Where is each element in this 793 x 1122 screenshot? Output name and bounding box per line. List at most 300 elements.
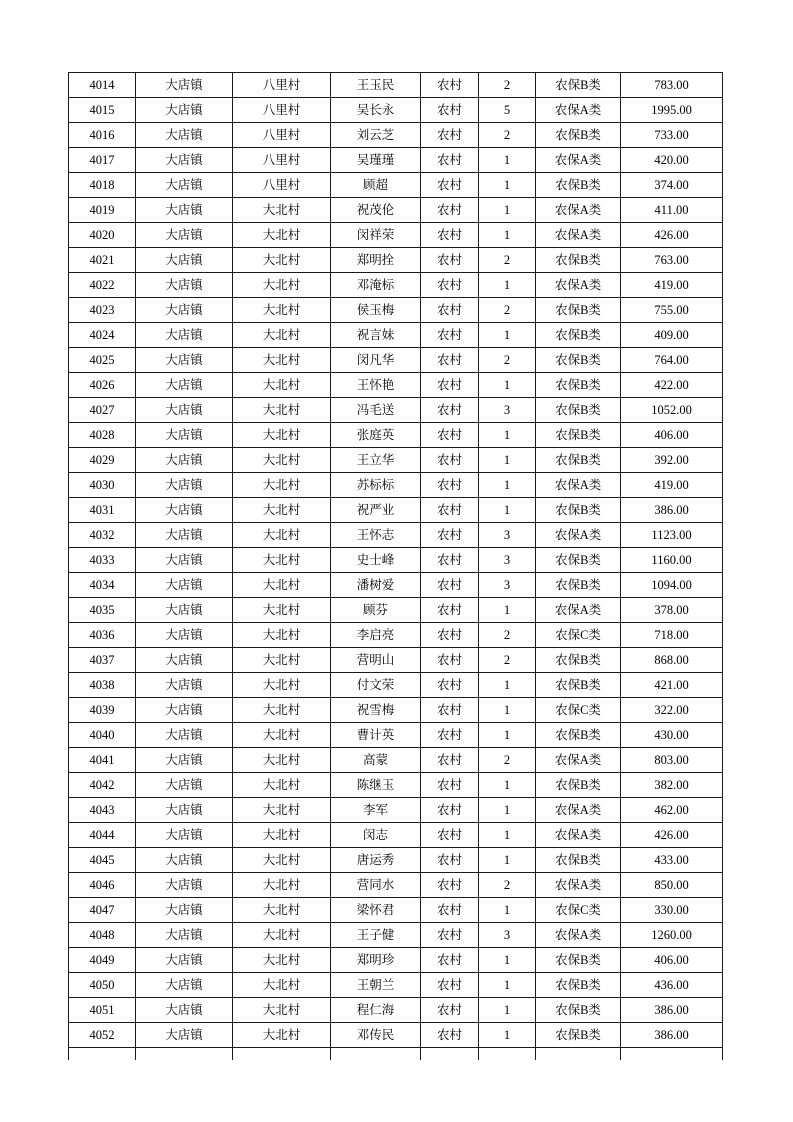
cell-residence-type: 农村 — [421, 198, 479, 223]
cell-residence-type: 农村 — [421, 323, 479, 348]
cell-residence-type: 农村 — [421, 348, 479, 373]
cell-person-name: 张庭英 — [331, 423, 421, 448]
cell-town: 大店镇 — [136, 973, 233, 998]
cell-village: 大北村 — [233, 748, 331, 773]
cell-village: 大北村 — [233, 223, 331, 248]
cell-person-count: 1 — [479, 423, 536, 448]
table-row — [69, 898, 723, 923]
cell-village: 大北村 — [233, 398, 331, 423]
cell-town: 大店镇 — [136, 173, 233, 198]
cell-village: 大北村 — [233, 198, 331, 223]
table-row — [69, 373, 723, 398]
cell-town: 大店镇 — [136, 773, 233, 798]
cell-insurance-category: 农保B类 — [536, 648, 621, 673]
cell-town: 大店镇 — [136, 923, 233, 948]
cell-serial-number: 4050 — [69, 973, 136, 998]
cell-serial-number: 4020 — [69, 223, 136, 248]
cell-person-count: 1 — [479, 848, 536, 873]
cell-amount: 764.00 — [621, 348, 723, 373]
table-row — [69, 998, 723, 1023]
cell-person-count: 3 — [479, 398, 536, 423]
cell-person-count: 2 — [479, 623, 536, 648]
cell-serial-number: 4027 — [69, 398, 136, 423]
cell-amount: 409.00 — [621, 323, 723, 348]
cell-residence-type: 农村 — [421, 723, 479, 748]
cell-town: 大店镇 — [136, 523, 233, 548]
cell-serial-number: 4025 — [69, 348, 136, 373]
cell-serial-number: 4022 — [69, 273, 136, 298]
cell-town: 大店镇 — [136, 223, 233, 248]
cell-serial-number: 4040 — [69, 723, 136, 748]
cell-town: 大店镇 — [136, 598, 233, 623]
cell-person-count: 2 — [479, 873, 536, 898]
cell-amount: 374.00 — [621, 173, 723, 198]
cell-residence-type: 农村 — [421, 748, 479, 773]
cell-residence-type: 农村 — [421, 273, 479, 298]
cell-person-count: 1 — [479, 973, 536, 998]
cell-person-name: 郑明拴 — [331, 248, 421, 273]
cell-insurance-category: 农保B类 — [536, 398, 621, 423]
cell-insurance-category: 农保B类 — [536, 348, 621, 373]
cell-person-count: 1 — [479, 598, 536, 623]
cell-serial-number: 4044 — [69, 823, 136, 848]
cell-town: 大店镇 — [136, 648, 233, 673]
cell-town: 大店镇 — [136, 798, 233, 823]
table-row — [69, 1023, 723, 1048]
cell-serial-number: 4016 — [69, 123, 136, 148]
cell-town: 大店镇 — [136, 723, 233, 748]
cell-residence-type: 农村 — [421, 398, 479, 423]
cell-serial-number: 4024 — [69, 323, 136, 348]
cell-village: 大北村 — [233, 923, 331, 948]
cell-person-name: 祝言妹 — [331, 323, 421, 348]
cell-person-name: 李军 — [331, 798, 421, 823]
cell-amount: 330.00 — [621, 898, 723, 923]
table-row — [69, 673, 723, 698]
cell-residence-type: 农村 — [421, 598, 479, 623]
cell-residence-type: 农村 — [421, 873, 479, 898]
cell-residence-type: 农村 — [421, 73, 479, 98]
cell-amount: 386.00 — [621, 1023, 723, 1048]
cell-person-count: 1 — [479, 723, 536, 748]
cell-person-count: 1 — [479, 798, 536, 823]
cell-person-count: 2 — [479, 748, 536, 773]
cell-amount: 386.00 — [621, 498, 723, 523]
table-row — [69, 398, 723, 423]
cell-amount: 1052.00 — [621, 398, 723, 423]
cell-village: 大北村 — [233, 598, 331, 623]
cell-serial-number: 4014 — [69, 73, 136, 98]
cell-insurance-category: 农保B类 — [536, 573, 621, 598]
cell-insurance-category: 农保B类 — [536, 173, 621, 198]
cell-town: 大店镇 — [136, 948, 233, 973]
table-row — [69, 923, 723, 948]
table-row — [69, 173, 723, 198]
cell-amount: 1260.00 — [621, 923, 723, 948]
cell-insurance-category: 农保B类 — [536, 998, 621, 1023]
table-row — [69, 273, 723, 298]
cell-residence-type: 农村 — [421, 648, 479, 673]
cell-insurance-category: 农保A类 — [536, 198, 621, 223]
cell-insurance-category: 农保A类 — [536, 748, 621, 773]
cell-amount: 419.00 — [621, 473, 723, 498]
cell-town: 大店镇 — [136, 273, 233, 298]
cell-insurance-category: 农保A类 — [536, 223, 621, 248]
cell-insurance-category: 农保A类 — [536, 873, 621, 898]
cell-town: 大店镇 — [136, 123, 233, 148]
cell-residence-type: 农村 — [421, 548, 479, 573]
cell-village: 大北村 — [233, 273, 331, 298]
cell-person-count: 1 — [479, 773, 536, 798]
table-body — [69, 73, 723, 1061]
cell-village: 八里村 — [233, 173, 331, 198]
cell-person-name: 邓传民 — [331, 1023, 421, 1048]
cell-town: 大店镇 — [136, 823, 233, 848]
cell-person-name: 闵凡华 — [331, 348, 421, 373]
cell-town: 大店镇 — [136, 573, 233, 598]
cell-person-name: 刘云芝 — [331, 123, 421, 148]
cell-person-name: 高蒙 — [331, 748, 421, 773]
cell-person-count: 1 — [479, 198, 536, 223]
cell-village: 大北村 — [233, 948, 331, 973]
table-row — [69, 73, 723, 98]
cell-serial-number: 4052 — [69, 1023, 136, 1048]
cell-serial-number: 4039 — [69, 698, 136, 723]
table-row — [69, 323, 723, 348]
cell-residence-type: 农村 — [421, 523, 479, 548]
cell-village: 大北村 — [233, 373, 331, 398]
cell-serial-number: 4029 — [69, 448, 136, 473]
cell-person-name: 顾芬 — [331, 598, 421, 623]
cell-serial-number: 4032 — [69, 523, 136, 548]
cell-insurance-category: 农保A类 — [536, 798, 621, 823]
cell-amount: 850.00 — [621, 873, 723, 898]
cell-person-name: 闵祥荣 — [331, 223, 421, 248]
roster-table — [68, 72, 723, 1060]
cell-serial-number: 4028 — [69, 423, 136, 448]
cell-residence-type: 农村 — [421, 573, 479, 598]
cell-residence-type — [421, 1048, 479, 1061]
table-row — [69, 698, 723, 723]
cell-village: 八里村 — [233, 98, 331, 123]
cell-insurance-category: 农保B类 — [536, 73, 621, 98]
cell-amount: 1160.00 — [621, 548, 723, 573]
cell-residence-type: 农村 — [421, 123, 479, 148]
cell-serial-number: 4021 — [69, 248, 136, 273]
cell-person-name: 王玉民 — [331, 73, 421, 98]
cell-serial-number: 4049 — [69, 948, 136, 973]
cell-person-count: 1 — [479, 323, 536, 348]
cell-insurance-category: 农保B类 — [536, 1023, 621, 1048]
cell-town: 大店镇 — [136, 248, 233, 273]
cell-serial-number: 4046 — [69, 873, 136, 898]
cell-village: 八里村 — [233, 123, 331, 148]
cell-person-name: 祝茂伦 — [331, 198, 421, 223]
cell-person-count: 1 — [479, 998, 536, 1023]
cell-town: 大店镇 — [136, 198, 233, 223]
cell-town: 大店镇 — [136, 373, 233, 398]
cell-person-name: 祝严业 — [331, 498, 421, 523]
table-row — [69, 798, 723, 823]
cell-serial-number: 4045 — [69, 848, 136, 873]
cell-village: 大北村 — [233, 323, 331, 348]
table-row — [69, 123, 723, 148]
cell-serial-number: 4019 — [69, 198, 136, 223]
cell-amount: 433.00 — [621, 848, 723, 873]
cell-amount: 382.00 — [621, 773, 723, 798]
cell-village: 大北村 — [233, 998, 331, 1023]
cell-village: 八里村 — [233, 73, 331, 98]
cell-amount: 803.00 — [621, 748, 723, 773]
cell-serial-number: 4031 — [69, 498, 136, 523]
cell-town: 大店镇 — [136, 673, 233, 698]
cell-town: 大店镇 — [136, 748, 233, 773]
cell-person-name: 潘树爱 — [331, 573, 421, 598]
cell-person-name: 闵志 — [331, 823, 421, 848]
cell-residence-type: 农村 — [421, 148, 479, 173]
cell-insurance-category: 农保B类 — [536, 123, 621, 148]
cell-residence-type: 农村 — [421, 673, 479, 698]
table-row — [69, 248, 723, 273]
cell-town: 大店镇 — [136, 848, 233, 873]
cell-residence-type: 农村 — [421, 623, 479, 648]
cell-amount: 755.00 — [621, 298, 723, 323]
cell-insurance-category: 农保B类 — [536, 423, 621, 448]
cell-town: 大店镇 — [136, 998, 233, 1023]
cell-serial-number: 4037 — [69, 648, 136, 673]
cell-person-name: 营同水 — [331, 873, 421, 898]
cell-person-count: 1 — [479, 1023, 536, 1048]
cell-amount: 392.00 — [621, 448, 723, 473]
cell-person-name: 曹计英 — [331, 723, 421, 748]
cell-insurance-category: 农保A类 — [536, 148, 621, 173]
cell-village: 大北村 — [233, 473, 331, 498]
cell-serial-number: 4043 — [69, 798, 136, 823]
cell-person-count: 1 — [479, 273, 536, 298]
cell-village: 大北村 — [233, 823, 331, 848]
cell-insurance-category: 农保A类 — [536, 273, 621, 298]
cell-person-name: 付文荣 — [331, 673, 421, 698]
cell-village: 大北村 — [233, 623, 331, 648]
cell-insurance-category: 农保B类 — [536, 373, 621, 398]
cell-residence-type: 农村 — [421, 898, 479, 923]
table-row — [69, 498, 723, 523]
cell-person-count: 2 — [479, 648, 536, 673]
cell-village: 大北村 — [233, 848, 331, 873]
table-row — [69, 648, 723, 673]
cell-insurance-category: 农保A类 — [536, 473, 621, 498]
cell-amount: 420.00 — [621, 148, 723, 173]
table-row — [69, 473, 723, 498]
cell-serial-number: 4048 — [69, 923, 136, 948]
cell-amount: 763.00 — [621, 248, 723, 273]
cell-town: 大店镇 — [136, 548, 233, 573]
cell-amount: 783.00 — [621, 73, 723, 98]
cell-village: 大北村 — [233, 248, 331, 273]
cell-insurance-category: 农保B类 — [536, 498, 621, 523]
cell-person-name: 王怀艳 — [331, 373, 421, 398]
cell-person-name: 王朝兰 — [331, 973, 421, 998]
cell-person-count: 1 — [479, 673, 536, 698]
table-row — [69, 948, 723, 973]
table-row — [69, 623, 723, 648]
cell-amount: 406.00 — [621, 948, 723, 973]
cell-person-name: 吴长永 — [331, 98, 421, 123]
cell-person-count: 1 — [479, 223, 536, 248]
cell-amount: 422.00 — [621, 373, 723, 398]
cell-town: 大店镇 — [136, 323, 233, 348]
cell-insurance-category: 农保B类 — [536, 448, 621, 473]
cell-serial-number: 4041 — [69, 748, 136, 773]
cell-person-name — [331, 1048, 421, 1061]
cell-insurance-category: 农保B类 — [536, 848, 621, 873]
cell-village: 大北村 — [233, 423, 331, 448]
cell-village: 大北村 — [233, 973, 331, 998]
cell-village: 大北村 — [233, 1023, 331, 1048]
cell-insurance-category: 农保C类 — [536, 698, 621, 723]
cell-town: 大店镇 — [136, 73, 233, 98]
cell-person-name: 邓淹标 — [331, 273, 421, 298]
cell-village: 大北村 — [233, 773, 331, 798]
cell-town: 大店镇 — [136, 873, 233, 898]
cell-serial-number: 4047 — [69, 898, 136, 923]
cell-village: 大北村 — [233, 448, 331, 473]
cell-insurance-category — [536, 1048, 621, 1061]
cell-residence-type: 农村 — [421, 1023, 479, 1048]
cell-town: 大店镇 — [136, 498, 233, 523]
cell-village: 大北村 — [233, 873, 331, 898]
cell-village: 大北村 — [233, 798, 331, 823]
table-row — [69, 198, 723, 223]
table-row — [69, 848, 723, 873]
cell-residence-type: 农村 — [421, 98, 479, 123]
cell-town: 大店镇 — [136, 298, 233, 323]
cell-town — [136, 1048, 233, 1061]
cell-person-name: 王怀志 — [331, 523, 421, 548]
cell-person-name: 冯毛送 — [331, 398, 421, 423]
cell-residence-type: 农村 — [421, 173, 479, 198]
cell-residence-type: 农村 — [421, 448, 479, 473]
cell-amount: 718.00 — [621, 623, 723, 648]
cell-residence-type: 农村 — [421, 773, 479, 798]
table-row — [69, 223, 723, 248]
table-row — [69, 448, 723, 473]
cell-person-name: 王立华 — [331, 448, 421, 473]
cell-town: 大店镇 — [136, 148, 233, 173]
cell-person-name: 陈继玉 — [331, 773, 421, 798]
cell-serial-number: 4030 — [69, 473, 136, 498]
cell-person-count: 1 — [479, 823, 536, 848]
cell-village: 大北村 — [233, 523, 331, 548]
cell-serial-number: 4034 — [69, 573, 136, 598]
cell-person-count: 1 — [479, 148, 536, 173]
cell-amount: 406.00 — [621, 423, 723, 448]
cell-insurance-category: 农保A类 — [536, 923, 621, 948]
cell-insurance-category: 农保B类 — [536, 548, 621, 573]
cell-town: 大店镇 — [136, 698, 233, 723]
cell-village: 大北村 — [233, 548, 331, 573]
cell-person-count: 1 — [479, 473, 536, 498]
cell-amount: 411.00 — [621, 198, 723, 223]
cell-town: 大店镇 — [136, 348, 233, 373]
cell-person-count — [479, 1048, 536, 1061]
cell-person-name: 祝雪梅 — [331, 698, 421, 723]
cell-person-count: 5 — [479, 98, 536, 123]
cell-amount — [621, 1048, 723, 1061]
cell-serial-number: 4026 — [69, 373, 136, 398]
cell-insurance-category: 农保A类 — [536, 823, 621, 848]
cell-amount: 733.00 — [621, 123, 723, 148]
cell-person-name: 吴瑾瑾 — [331, 148, 421, 173]
cell-village: 大北村 — [233, 573, 331, 598]
cell-serial-number: 4017 — [69, 148, 136, 173]
cell-insurance-category: 农保A类 — [536, 598, 621, 623]
cell-amount: 322.00 — [621, 698, 723, 723]
cell-town: 大店镇 — [136, 1023, 233, 1048]
cell-residence-type: 农村 — [421, 248, 479, 273]
cell-person-count: 2 — [479, 348, 536, 373]
cell-amount: 378.00 — [621, 598, 723, 623]
cell-residence-type: 农村 — [421, 973, 479, 998]
table-row — [69, 148, 723, 173]
cell-insurance-category: 农保B类 — [536, 773, 621, 798]
cell-village: 大北村 — [233, 648, 331, 673]
cell-village: 大北村 — [233, 898, 331, 923]
table-row — [69, 298, 723, 323]
cell-person-count: 2 — [479, 73, 536, 98]
cell-person-name: 郑明珍 — [331, 948, 421, 973]
cell-residence-type: 农村 — [421, 923, 479, 948]
cell-insurance-category: 农保B类 — [536, 948, 621, 973]
cell-residence-type: 农村 — [421, 423, 479, 448]
cell-town: 大店镇 — [136, 398, 233, 423]
cell-town: 大店镇 — [136, 423, 233, 448]
cell-insurance-category: 农保B类 — [536, 723, 621, 748]
cell-amount: 462.00 — [621, 798, 723, 823]
cell-person-count: 1 — [479, 373, 536, 398]
table-row — [69, 98, 723, 123]
cell-person-name: 侯玉梅 — [331, 298, 421, 323]
cell-insurance-category: 农保B类 — [536, 298, 621, 323]
cell-person-name: 唐运秀 — [331, 848, 421, 873]
cell-serial-number: 4035 — [69, 598, 136, 623]
cell-amount: 430.00 — [621, 723, 723, 748]
cell-person-count: 3 — [479, 573, 536, 598]
cell-insurance-category: 农保B类 — [536, 248, 621, 273]
cell-residence-type: 农村 — [421, 223, 479, 248]
table-row — [69, 873, 723, 898]
cell-serial-number: 4033 — [69, 548, 136, 573]
cell-person-name: 营明山 — [331, 648, 421, 673]
cell-person-count: 2 — [479, 123, 536, 148]
cell-insurance-category: 农保B类 — [536, 973, 621, 998]
cell-person-count: 3 — [479, 548, 536, 573]
cell-amount: 1995.00 — [621, 98, 723, 123]
cell-amount: 868.00 — [621, 648, 723, 673]
cell-village: 大北村 — [233, 673, 331, 698]
cell-person-count: 1 — [479, 173, 536, 198]
cell-residence-type: 农村 — [421, 998, 479, 1023]
cell-amount: 1123.00 — [621, 523, 723, 548]
cell-insurance-category: 农保A类 — [536, 98, 621, 123]
cell-insurance-category: 农保C类 — [536, 898, 621, 923]
cell-residence-type: 农村 — [421, 823, 479, 848]
table-row — [69, 823, 723, 848]
cell-insurance-category: 农保B类 — [536, 673, 621, 698]
cell-amount: 436.00 — [621, 973, 723, 998]
cell-person-count: 1 — [479, 698, 536, 723]
cell-amount: 1094.00 — [621, 573, 723, 598]
